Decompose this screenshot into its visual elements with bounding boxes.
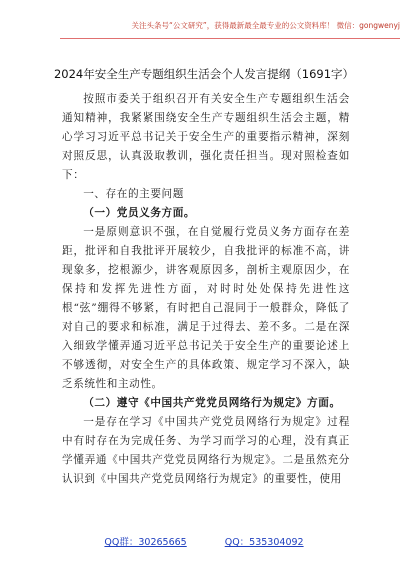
document-title: 2024年安全生产专题组织生活会个人发言提纲（1691字） bbox=[53, 67, 355, 81]
qq-contact-link[interactable]: QQ：535304092 bbox=[224, 537, 304, 548]
header-banner-text: 关注头条号“公文研究”，获得最新最全最专业的公文资料库！ 微信：gongwenyj bbox=[131, 21, 400, 30]
intro-paragraph: 按照市委关于组织召开有关安全生产专题组织生活会通知精神，我紧紧围绕安全生产专题组织生活会主题，精心学习习近平总书记关于安全生产的重要指示精神，深刻对照反思，认真汲取教训，强化责任担当。现对照检查如下： bbox=[62, 93, 350, 181]
footer bbox=[0, 534, 408, 548]
subsection-heading: （一）党员义务方面。 bbox=[83, 207, 196, 219]
qq-group-link[interactable]: QQ群：30265665 bbox=[104, 537, 187, 548]
subsection-paragraph: 一是原则意识不强，在自觉履行党员义务方面存在差距，批评和自我批评开展较少，自我批评的标准不高，讲现象多，挖根源少，讲客观原因多，剖析主观原因少，在保持和发挥先进性方面，对时时处处保持先进性这根“弦”绷得不够紧，有时把自己混同于一般群众，降低了对自己的要求和标准，满足于过得去、差不多。二是在深入细致学懂弄通习近平总书记关于安全生产的重要论述上不够透彻，对安全生产的具体政策、规定学习不深入，缺乏系统性和主动性。 bbox=[62, 226, 350, 390]
document-body bbox=[62, 90, 350, 489]
section-heading: 一、存在的主要问题 bbox=[83, 188, 184, 200]
header-divider bbox=[60, 38, 400, 39]
header-banner bbox=[60, 6, 400, 46]
subsection-paragraph: 一是存在学习《中国共产党党员网络行为规定》过程中有时存在为完成任务、为学习而学习的心理，没有真正学懂弄通《中国共产党党员网络行为规定》。二是虽然充分认识到《中国共产党党员网络行为规定》的重要性，使用 bbox=[62, 416, 350, 485]
subsection-heading: （二）遵守《中国共产党党员网络行为规定》方面。 bbox=[83, 397, 341, 409]
